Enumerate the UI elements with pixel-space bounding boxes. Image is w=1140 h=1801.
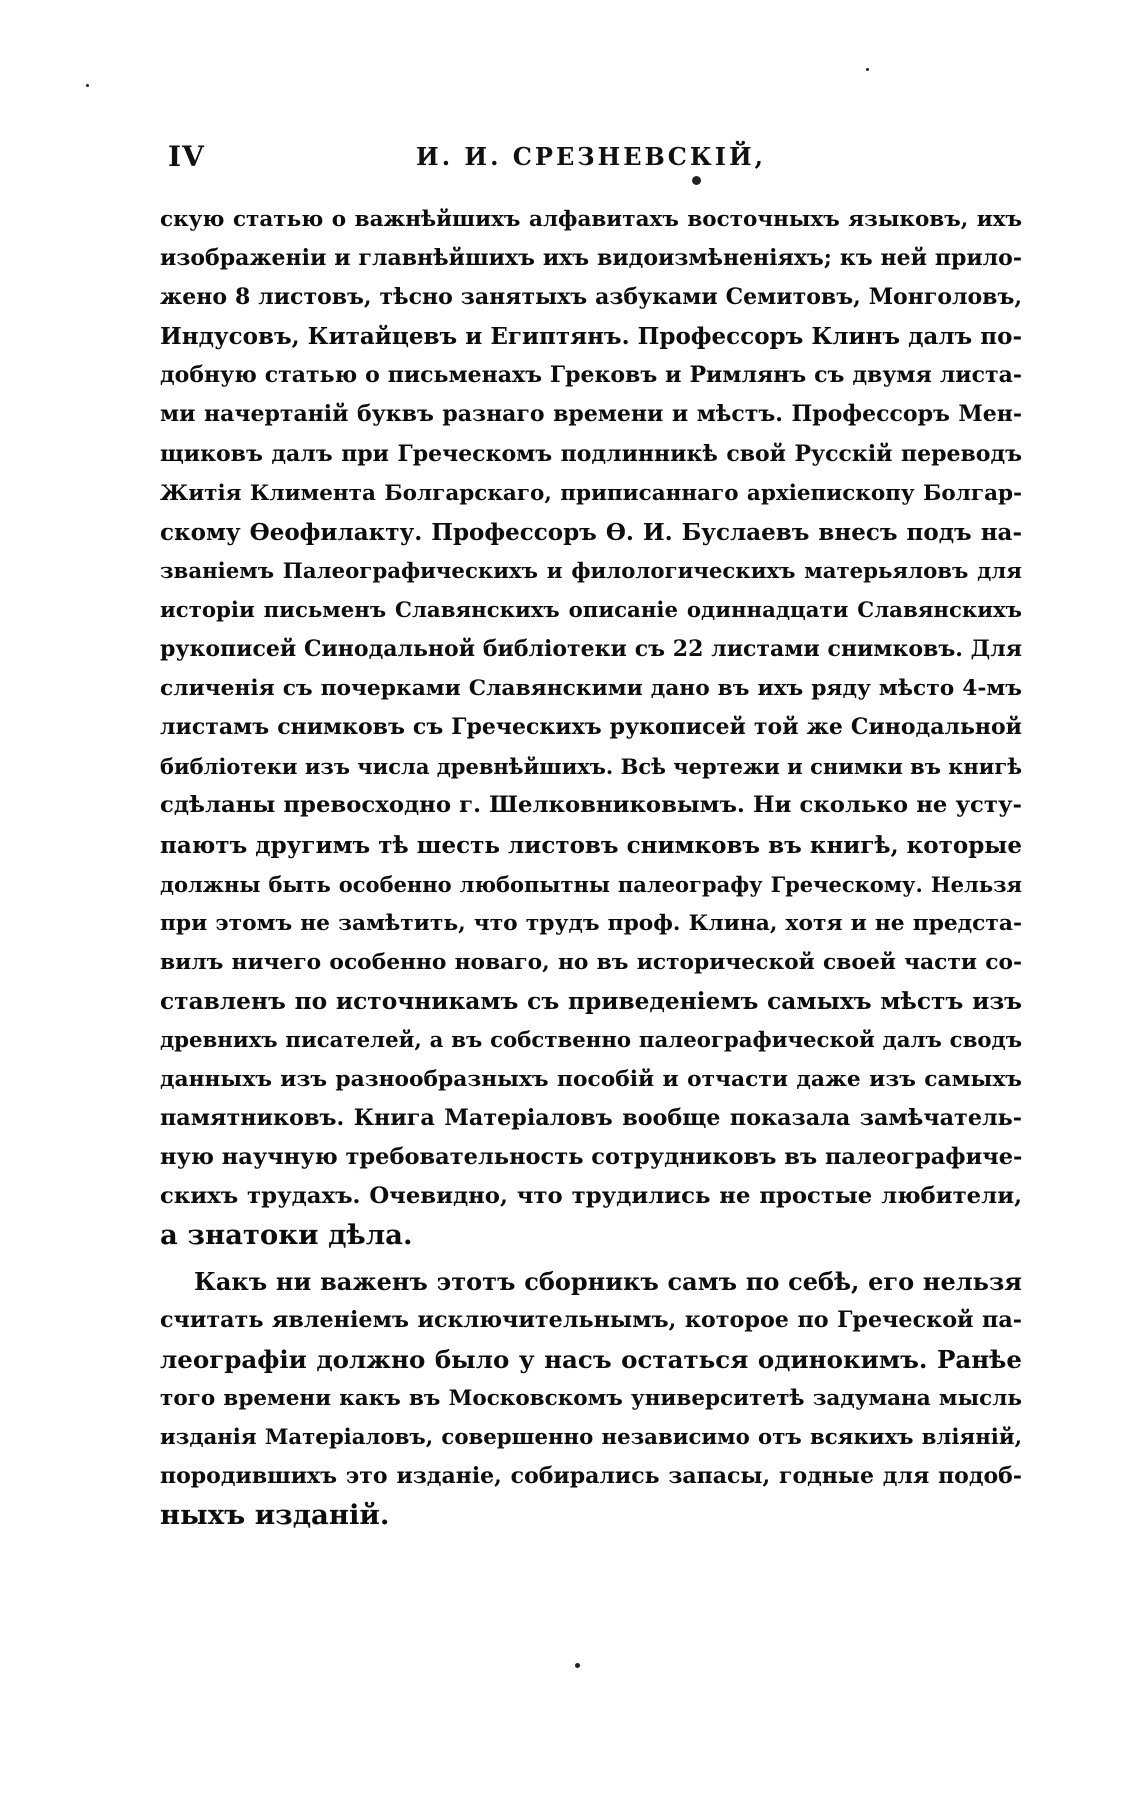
text-line: Индусовъ, Китайцевъ и Египтянъ. Профессоръ Клинъ далъ по- xyxy=(160,323,1022,351)
text-line: ми начертаній буквъ разнаго времени и мѣстъ. Профессоръ Мен- xyxy=(160,401,1022,428)
text-line: Какъ ни важенъ этотъ сборникъ самъ по себѣ, его нельзя xyxy=(194,1266,1022,1296)
scan-speck xyxy=(692,176,701,185)
text-line: изданія Матеріаловъ, совершенно независимо отъ всякихъ вліяній, xyxy=(160,1424,1022,1450)
text-line: древнихъ писателей, а въ собственно палеографической далъ сводъ xyxy=(160,1027,1022,1053)
text-line: при этомъ не замѣтить, что трудъ проф. Клина, хотя и не предста- xyxy=(160,910,1022,936)
text-line: рукописей Синодальной библіотеки съ 22 листами снимковъ. Для xyxy=(160,636,1022,663)
text-line: леографіи должно было у насъ остаться одинокимъ. Ранѣе xyxy=(160,1344,1022,1374)
text-line: щиковъ далъ при Греческомъ подлинникѣ свой Русскій переводъ xyxy=(160,440,1022,467)
text-line: скому Өеофилакту. Профессоръ Ө. И. Буслаевъ внесъ подъ на- xyxy=(160,518,1022,546)
text-line: ныхъ изданій. xyxy=(160,1499,390,1532)
text-line: ставленъ по источникамъ съ приведеніемъ самыхъ мѣстъ изъ xyxy=(160,987,1022,1015)
text-line: Житія Климента Болгарскаго, приписаннаго архіепископу Болгар- xyxy=(160,480,1022,506)
page-header xyxy=(160,140,1022,180)
text-line: исторіи письменъ Славянскихъ описаніе одиннадцати Славянскихъ xyxy=(160,597,1022,623)
scan-speck xyxy=(575,1663,580,1668)
text-line: библіотеки изъ числа древнѣйшихъ. Всѣ чертежи и снимки въ книгѣ xyxy=(160,754,1022,780)
text-line: паютъ другимъ тѣ шесть листовъ снимковъ въ книгѣ, которые xyxy=(160,831,1022,859)
text-line: добную статью о письменахъ Грековъ и Римлянъ съ двумя листа- xyxy=(160,362,1022,389)
body-text xyxy=(160,200,1022,1535)
paragraph-1 xyxy=(160,200,1022,1256)
text-line: жено 8 листовъ, тѣсно занятыхъ азбуками Семитовъ, Монголовъ, xyxy=(160,284,1022,311)
text-line: того времени какъ въ Московскомъ университетѣ задумана мысль xyxy=(160,1385,1022,1411)
text-line: званіемъ Палеографическихъ и филологическихъ матерьяловъ для xyxy=(160,558,1022,584)
text-line: сдѣланы превосходно г. Шелковниковымъ. Ни сколько не усту- xyxy=(160,792,1022,819)
text-line: породившихъ это изданіе, собирались запасы, годные для подоб- xyxy=(160,1463,1022,1489)
text-line: изображеніи и главнѣйшихъ ихъ видоизмѣненіяхъ; къ ней прило- xyxy=(160,245,1022,272)
text-line: вилъ ничего особенно новаго, но въ исторической своей части со- xyxy=(160,949,1022,975)
scan-speck xyxy=(86,84,89,87)
paragraph-2 xyxy=(160,1262,1022,1536)
text-line: считать явленіемъ исключительнымъ, которое по Греческой па- xyxy=(160,1306,1022,1333)
text-line: памятниковъ. Книга Матеріаловъ вообще показала замѣчатель- xyxy=(160,1105,1022,1132)
text-line: скую статью о важнѣйшихъ алфавитахъ восточныхъ языковъ, ихъ xyxy=(160,207,1022,232)
scan-speck xyxy=(866,68,869,71)
text-line: ную научную требовательность сотрудниковъ въ палеографиче- xyxy=(160,1144,1022,1171)
text-line: листамъ снимковъ съ Греческихъ рукописей той же Синодальной xyxy=(160,714,1022,741)
text-line: данныхъ изъ разнообразныхъ пособій и отчасти даже изъ самыхъ xyxy=(160,1067,1022,1093)
text-line: а знатоки дѣла. xyxy=(160,1219,413,1252)
text-line: сличенія съ почерками Славянскими дано въ ихъ ряду мѣсто 4-мъ xyxy=(160,676,1022,702)
text-line: должны быть особенно любопытны палеографу Греческому. Нельзя xyxy=(160,871,1022,897)
text-line: скихъ трудахъ. Очевидно, что трудились не простые любители, xyxy=(160,1183,1022,1210)
running-head: И. И. СРЕЗНЕВСКІЙ, xyxy=(416,142,766,171)
page-number: IV xyxy=(168,140,205,173)
